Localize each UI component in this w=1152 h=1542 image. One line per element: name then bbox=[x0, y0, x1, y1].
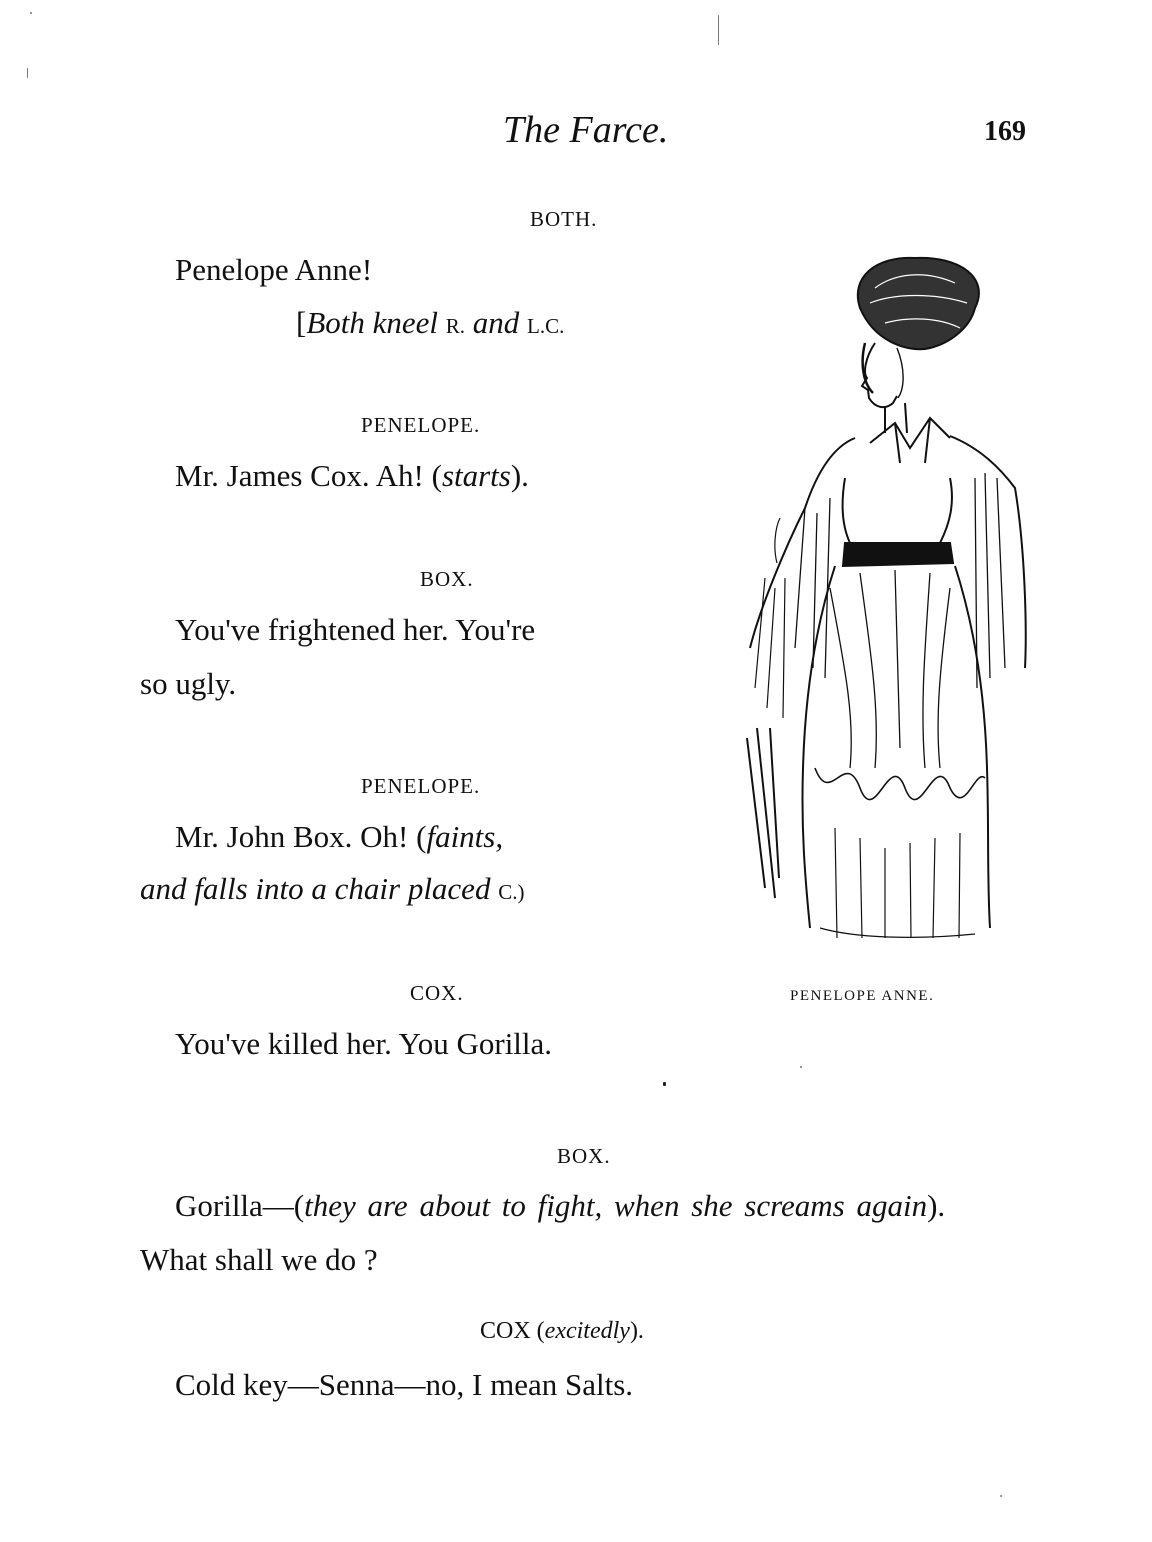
dialogue-line: Cold key—Senna—no, I mean Salts. bbox=[175, 1367, 634, 1402]
dialogue-line: Penelope Anne! bbox=[175, 252, 373, 287]
dialogue-line bbox=[175, 1188, 945, 1224]
stage-text: faints, bbox=[426, 819, 504, 854]
speaker-text: COX ( bbox=[480, 1318, 545, 1344]
speaker-name: BOX. bbox=[420, 567, 474, 591]
hair bbox=[858, 258, 979, 349]
stage-position: C.) bbox=[498, 880, 525, 904]
dialogue-text: Mr. John Box. Oh! ( bbox=[175, 819, 427, 854]
bodice bbox=[843, 478, 952, 543]
dialogue-text: Gorilla—( bbox=[175, 1188, 305, 1223]
print-speck bbox=[30, 12, 32, 14]
dialogue-line: so ugly. bbox=[140, 666, 237, 701]
dialogue-line bbox=[175, 458, 529, 494]
stage-position: R. bbox=[445, 314, 466, 338]
penelope-anne-illustration bbox=[735, 248, 1035, 948]
running-title: The Farce. bbox=[503, 109, 669, 151]
dialogue-text: ). bbox=[927, 1188, 946, 1223]
stage-text: starts bbox=[441, 458, 511, 493]
speaker-name: PENELOPE. bbox=[361, 774, 481, 798]
stage-bracket: [ bbox=[296, 305, 307, 340]
speaker-name: BOX. bbox=[557, 1144, 611, 1168]
illustration-caption: PENELOPE ANNE. bbox=[790, 988, 935, 1004]
stage-text: and falls into a chair placed bbox=[140, 871, 491, 906]
stage-position: L.C. bbox=[527, 314, 565, 338]
stage-text: Both kneel bbox=[306, 305, 439, 340]
stage-text: they are about to fight, when she screams again bbox=[304, 1188, 928, 1223]
face bbox=[862, 343, 897, 407]
stage-text: excitedly bbox=[544, 1318, 630, 1344]
speaker-name bbox=[480, 1318, 644, 1345]
speaker-name: COX. bbox=[410, 981, 464, 1005]
dialogue-text: ). bbox=[510, 458, 529, 493]
print-speck bbox=[27, 68, 28, 78]
sash bbox=[843, 543, 953, 566]
stage-direction bbox=[296, 305, 564, 341]
print-speck bbox=[718, 15, 719, 45]
page-number: 169 bbox=[984, 116, 1026, 147]
dialogue-line bbox=[175, 819, 503, 855]
speaker-text: ). bbox=[629, 1318, 644, 1344]
speaker-name: PENELOPE. bbox=[361, 413, 481, 437]
print-speck bbox=[1000, 1495, 1002, 1497]
dialogue-line bbox=[140, 871, 524, 907]
speaker-name: BOTH. bbox=[530, 207, 598, 231]
dialogue-line: What shall we do ? bbox=[140, 1242, 378, 1277]
print-speck bbox=[663, 1082, 666, 1086]
print-speck bbox=[800, 1066, 802, 1068]
dialogue-line: You've frightened her. You're bbox=[175, 612, 536, 647]
dialogue-line: You've killed her. You Gorilla. bbox=[175, 1026, 553, 1061]
parasol bbox=[747, 728, 779, 898]
stage-text: and bbox=[472, 305, 520, 340]
dialogue-text: Mr. James Cox. Ah! ( bbox=[175, 458, 442, 493]
collar bbox=[870, 418, 950, 463]
